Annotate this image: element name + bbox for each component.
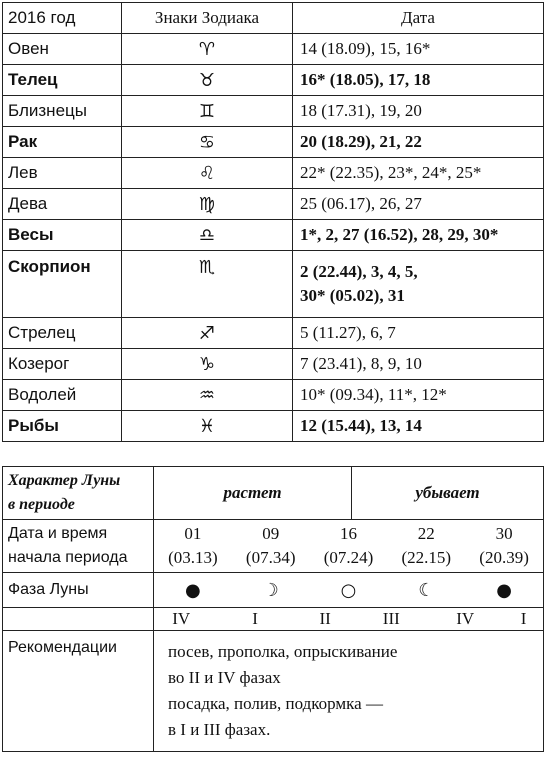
zodiac-row — [3, 380, 544, 411]
capricorn-icon: ♑ — [198, 353, 216, 375]
zodiac-header-row — [3, 3, 544, 34]
zodiac-row — [3, 220, 544, 251]
recommendations-row — [3, 631, 544, 752]
aquarius-icon: ♒ — [198, 384, 216, 406]
zodiac-dates — [293, 65, 544, 96]
zodiac-row — [3, 318, 544, 349]
zodiac-sign-name: Лев — [3, 158, 122, 189]
pisces-icon: ♓ — [198, 415, 216, 437]
waxing-cell: растет — [154, 467, 352, 520]
period-label — [3, 520, 154, 573]
waning-cell: убывает — [352, 467, 544, 520]
quarter-numeral: II — [319, 609, 331, 628]
moon-character-label — [3, 467, 154, 520]
zodiac-dates-line: 18 (17.31), 19, 20 — [300, 101, 422, 120]
period-time: (07.34) — [245, 548, 296, 567]
phase-row — [3, 573, 544, 608]
period-start — [465, 522, 543, 570]
zodiac-glyph-cell — [122, 96, 293, 127]
zodiac-dates-line: 2 (22.44), 3, 4, 5, — [300, 262, 418, 281]
zodiac-dates — [293, 380, 544, 411]
zodiac-sign-name: Водолей — [3, 380, 122, 411]
quarter-numeral: IV — [172, 609, 191, 628]
libra-icon: ♎ — [198, 224, 216, 246]
zodiac-sign-name: Козерог — [3, 349, 122, 380]
zodiac-glyph-cell — [122, 34, 293, 65]
new-moon-icon: ● — [496, 579, 512, 601]
quarter-numeral: IV — [456, 609, 475, 628]
zodiac-row — [3, 349, 544, 380]
zodiac-row — [3, 158, 544, 189]
zodiac-dates-line: 22* (22.35), 23*, 24*, 25* — [300, 163, 482, 182]
period-day: 30 — [495, 524, 513, 543]
quarter-row — [3, 608, 544, 631]
recommendation-line: во II и IV фазах — [168, 668, 281, 687]
recommendation-line: посадка, полив, подкормка — — [168, 694, 383, 713]
zodiac-sign-name: Стрелец — [3, 318, 122, 349]
period-time: (22.15) — [401, 548, 452, 567]
scorpio-icon: ♏ — [198, 257, 216, 278]
zodiac-glyph-cell — [122, 189, 293, 220]
zodiac-dates — [293, 189, 544, 220]
zodiac-dates — [293, 251, 544, 318]
new-moon-icon: ● — [185, 579, 201, 601]
zodiac-glyph-cell — [122, 65, 293, 96]
period-start — [232, 522, 310, 570]
period-label-line2: начала периода — [8, 549, 128, 566]
zodiac-sign-name: Весы — [3, 220, 122, 251]
quarter-cell — [154, 608, 544, 631]
zodiac-row — [3, 65, 544, 96]
zodiac-glyph-cell — [122, 158, 293, 189]
period-start — [310, 522, 388, 570]
zodiac-glyph-cell — [122, 349, 293, 380]
leo-icon: ♌ — [198, 162, 216, 184]
moon-phase-table — [2, 466, 544, 752]
period-start — [387, 522, 465, 570]
zodiac-sign-name: Овен — [3, 34, 122, 65]
zodiac-dates-line: 16* (18.05), 17, 18 — [300, 70, 431, 89]
zodiac-sign-name: Рак — [3, 127, 122, 158]
recommendations-label: Рекомендации — [3, 631, 154, 752]
gemini-icon: ♊ — [198, 100, 216, 122]
zodiac-dates — [293, 158, 544, 189]
quarter-label-empty — [3, 608, 154, 631]
date-header: Дата — [293, 3, 544, 34]
moon-character-row — [3, 467, 544, 520]
waxing-crescent-icon: ☽ — [262, 579, 279, 601]
zodiac-dates-line: 20 (18.29), 21, 22 — [300, 132, 422, 151]
moon-character-label-line1: Характер Луны — [8, 472, 121, 489]
cancer-icon: ♋ — [198, 131, 216, 153]
zodiac-dates — [293, 411, 544, 442]
zodiac-glyph-cell — [122, 380, 293, 411]
zodiac-dates-line: 30* (05.02), 31 — [300, 286, 405, 305]
full-moon-icon: ○ — [340, 579, 357, 601]
zodiac-dates-line: 5 (11.27), 6, 7 — [300, 323, 396, 342]
recommendations-cell — [154, 631, 544, 752]
zodiac-glyph-cell — [122, 411, 293, 442]
zodiac-dates — [293, 349, 544, 380]
waning-crescent-icon: ☾ — [418, 579, 435, 601]
zodiac-row — [3, 189, 544, 220]
period-dates-cell — [154, 520, 544, 573]
quarter-numeral: I — [252, 609, 258, 628]
quarter-numeral: III — [382, 609, 400, 628]
zodiac-sign-name: Дева — [3, 189, 122, 220]
period-day: 09 — [262, 524, 280, 543]
zodiac-calendar-table — [2, 2, 544, 442]
zodiac-dates-line: 12 (15.44), 13, 14 — [300, 416, 422, 435]
virgo-icon: ♍ — [198, 193, 216, 215]
zodiac-dates — [293, 220, 544, 251]
zodiac-sign-name: Близнецы — [3, 96, 122, 127]
zodiac-sign-name: Скорпион — [3, 251, 122, 318]
zodiac-glyph-cell — [122, 127, 293, 158]
zodiac-sign-name: Рыбы — [3, 411, 122, 442]
zodiac-row — [3, 251, 544, 318]
period-start — [154, 522, 232, 570]
period-row — [3, 520, 544, 573]
zodiac-row — [3, 127, 544, 158]
period-day: 22 — [417, 524, 435, 543]
period-label-line1: Дата и время — [8, 525, 108, 542]
sagittarius-icon: ♐ — [198, 322, 216, 344]
zodiac-sign-name: Телец — [3, 65, 122, 96]
zodiac-row — [3, 411, 544, 442]
phase-icons-cell — [154, 573, 544, 608]
zodiac-dates-line: 10* (09.34), 11*, 12* — [300, 385, 447, 404]
sign-header: Знаки Зодиака — [122, 3, 293, 34]
zodiac-dates — [293, 34, 544, 65]
period-time: (07.24) — [323, 548, 374, 567]
aries-icon: ♈ — [198, 38, 216, 60]
zodiac-dates — [293, 96, 544, 127]
zodiac-dates-line: 1*, 2, 27 (16.52), 28, 29, 30* — [300, 225, 499, 244]
period-time: (20.39) — [479, 548, 529, 567]
recommendation-line: посев, прополка, опрыскивание — [168, 642, 398, 661]
zodiac-glyph-cell — [122, 251, 293, 318]
zodiac-dates-line: 7 (23.41), 8, 9, 10 — [300, 354, 422, 373]
taurus-icon: ♉ — [198, 69, 216, 91]
zodiac-dates — [293, 318, 544, 349]
zodiac-row — [3, 96, 544, 127]
zodiac-dates — [293, 127, 544, 158]
zodiac-row — [3, 34, 544, 65]
zodiac-dates-line: 14 (18.09), 15, 16* — [300, 39, 431, 58]
zodiac-glyph-cell — [122, 318, 293, 349]
moon-character-label-line2: в периоде — [8, 496, 75, 513]
zodiac-glyph-cell — [122, 220, 293, 251]
period-day: 16 — [339, 524, 357, 543]
year-header: 2016 год — [3, 3, 122, 34]
phase-label: Фаза Луны — [3, 573, 154, 608]
zodiac-dates-line: 25 (06.17), 26, 27 — [300, 194, 422, 213]
period-day: 01 — [184, 524, 202, 543]
recommendation-line: в I и III фазах. — [168, 720, 271, 739]
quarter-numeral: I — [520, 609, 527, 628]
period-time: (03.13) — [168, 548, 218, 567]
